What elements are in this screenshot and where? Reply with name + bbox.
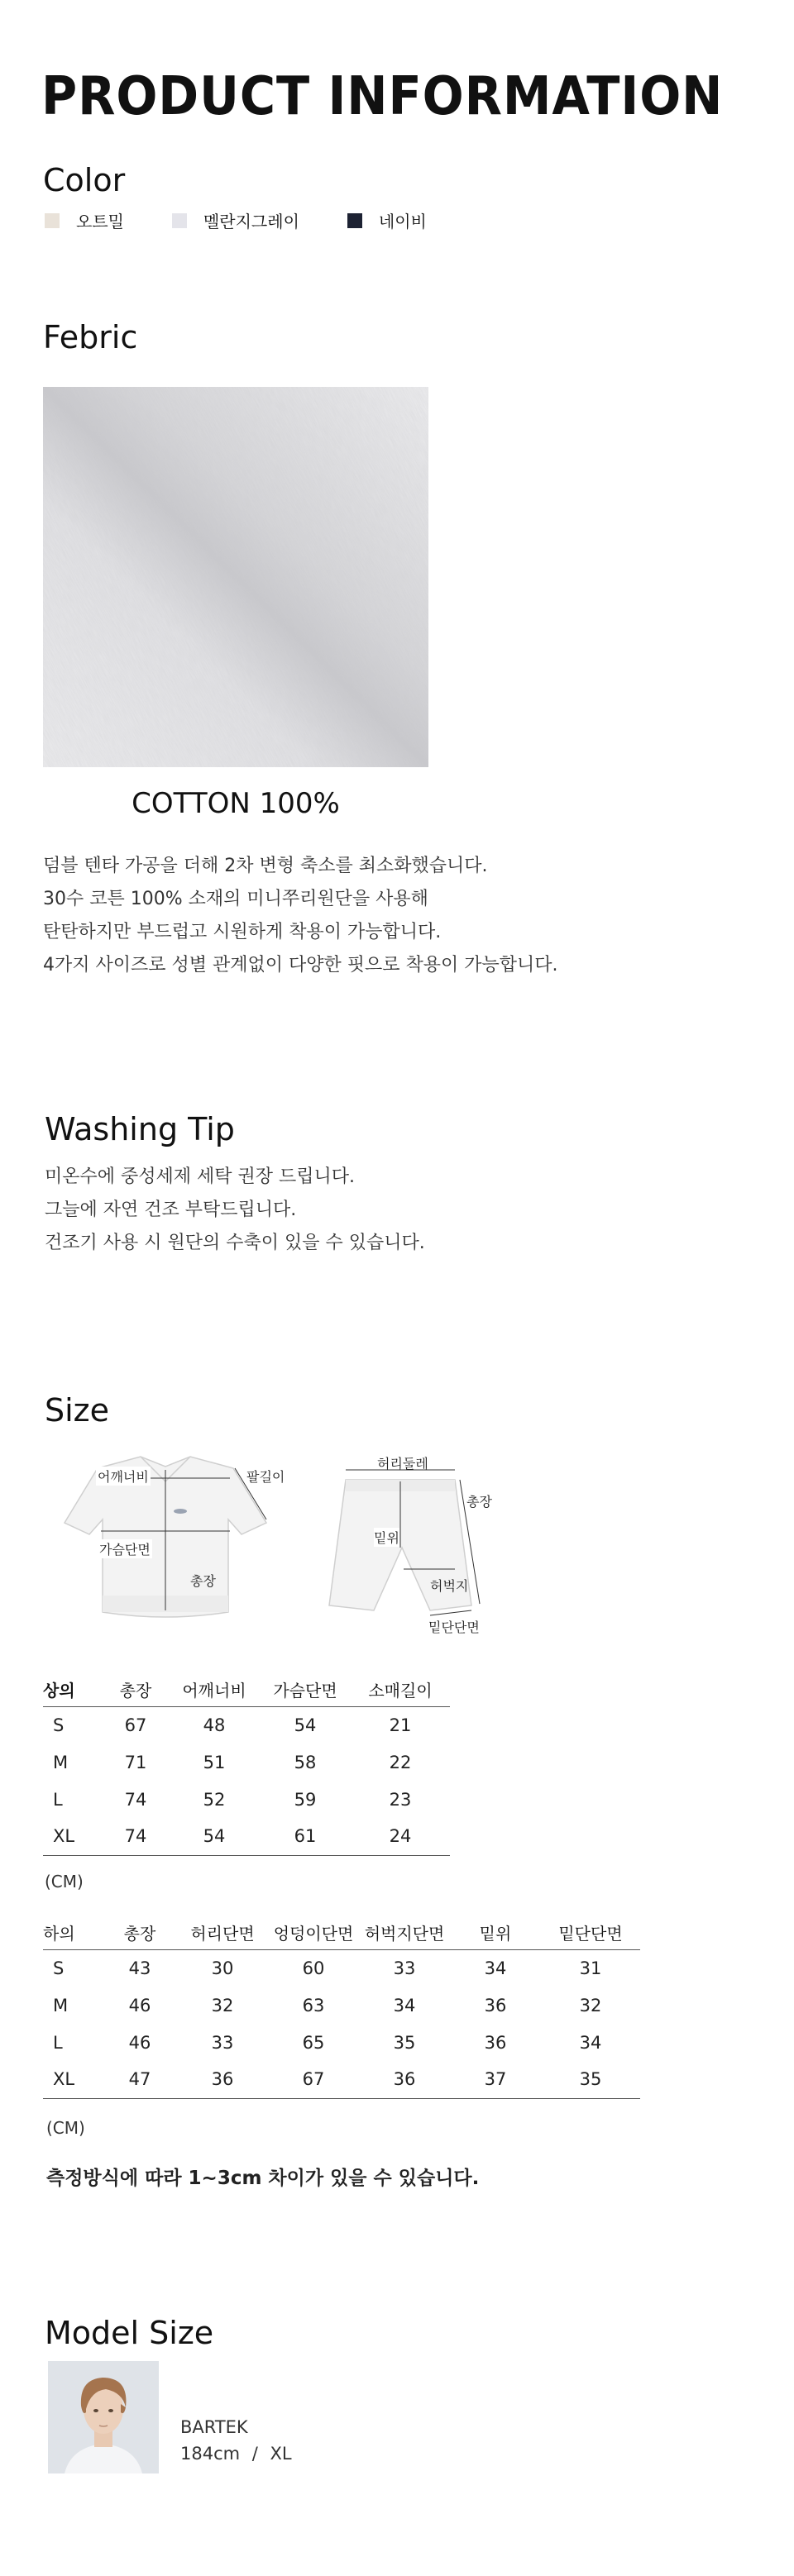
table-header: 하의 xyxy=(43,1916,103,1949)
washing-description xyxy=(45,1161,425,1260)
table-header: 허벅지단면 xyxy=(359,1916,450,1949)
table-cell: 22 xyxy=(389,1752,412,1772)
table-cell: 23 xyxy=(389,1789,412,1810)
table-cell: 21 xyxy=(389,1715,412,1735)
table-cell: 60 xyxy=(302,1958,325,1978)
table-cell: 31 xyxy=(579,1958,602,1978)
model-separator: / xyxy=(251,2444,258,2464)
table-cell: 48 xyxy=(203,1715,226,1735)
swatch-label: 네이비 xyxy=(378,212,427,231)
table-cell: 46 xyxy=(128,2032,151,2053)
table-cell: L xyxy=(53,2032,63,2053)
label-bottom-length: 총장 xyxy=(466,1494,492,1510)
table-cell: 58 xyxy=(294,1752,317,1772)
table-cell: 32 xyxy=(211,1995,234,2015)
table-header: 총장 xyxy=(103,1916,177,1949)
table-cell: M xyxy=(53,1752,69,1772)
fabric-line: 덤블 텐타 가공을 더해 2차 변형 축소를 최소화했습니다. xyxy=(43,856,488,876)
table-row xyxy=(43,1706,450,1744)
color-section-title: Color xyxy=(43,162,126,198)
table-cell: 74 xyxy=(124,1789,147,1810)
fabric-description xyxy=(43,850,558,982)
table-cell: 37 xyxy=(450,2061,541,2098)
table-header: 밑위 xyxy=(450,1916,541,1949)
table-cell: 36 xyxy=(177,2061,268,2098)
top-size-diagram xyxy=(50,1448,298,1639)
table-cell: 24 xyxy=(351,1818,450,1855)
model-photo xyxy=(48,2361,159,2473)
measurement-note: 측정방식에 따라 1~3cm 차이가 있을 수 있습니다. xyxy=(46,2168,480,2189)
table-cell: 35 xyxy=(393,2032,416,2053)
table-cell: 32 xyxy=(579,1995,602,2015)
table-cell: 71 xyxy=(124,1752,147,1772)
bottom-size-table xyxy=(43,1916,640,2099)
fabric-line: 탄탄하지만 부드럽고 시원하게 착용이 가능합니다. xyxy=(43,922,442,942)
table-cell: XL xyxy=(43,2061,103,2098)
table-header: 밑단단면 xyxy=(541,1916,640,1949)
table-header-row xyxy=(43,1916,640,1949)
table-header: 소매길이 xyxy=(351,1673,450,1706)
washing-line: 미온수에 중성세제 세탁 권장 드립니다. xyxy=(45,1166,355,1187)
table-cell: 43 xyxy=(128,1958,151,1978)
swatch-navy xyxy=(347,213,362,228)
label-sleeve: 팔길이 xyxy=(246,1469,285,1485)
fabric-line: 30수 코튼 100% 소재의 미니쭈리원단을 사용해 xyxy=(43,889,428,909)
table-header-row xyxy=(43,1673,450,1706)
model-height: 184cm xyxy=(180,2444,241,2464)
size-section-title: Size xyxy=(45,1392,110,1429)
washing-line: 건조기 사용 시 원단의 수축이 있을 수 있습니다. xyxy=(45,1233,425,1253)
table-row xyxy=(43,1744,450,1781)
label-shoulder: 어깨너비 xyxy=(96,1467,151,1486)
table-cell: 33 xyxy=(211,2032,234,2053)
table-header: 허리단면 xyxy=(177,1916,268,1949)
swatch-label: 오트밀 xyxy=(76,212,124,231)
table-cell: 34 xyxy=(484,1958,507,1978)
table-cell: 54 xyxy=(169,1818,260,1855)
label-thigh: 허벅지 xyxy=(430,1578,469,1594)
table-cell: M xyxy=(53,1995,69,2015)
table-cell: 51 xyxy=(203,1752,226,1772)
label-rise: 밑위 xyxy=(374,1528,399,1547)
model-size: XL xyxy=(270,2444,292,2464)
model-name: BARTEK xyxy=(180,2417,248,2437)
table-cell: L xyxy=(53,1789,63,1810)
swatch-oatmeal xyxy=(45,213,60,228)
table-cell: 67 xyxy=(268,2061,359,2098)
table-cell: 35 xyxy=(541,2061,640,2098)
table-cell: 47 xyxy=(103,2061,177,2098)
table-cell: S xyxy=(53,1958,65,1978)
top-size-table xyxy=(43,1673,450,1856)
fabric-section-title: Febric xyxy=(43,319,138,355)
table-row xyxy=(43,1818,450,1855)
table-cell: XL xyxy=(43,1818,103,1855)
label-chest: 가슴단면 xyxy=(98,1539,152,1558)
color-swatch-list xyxy=(45,208,475,232)
table-row xyxy=(43,1949,640,1987)
model-measurements xyxy=(180,2444,292,2464)
table-cell: 33 xyxy=(393,1958,416,1978)
page-title: PRODUCT INFORMATION xyxy=(41,66,724,127)
label-top-length: 총장 xyxy=(190,1573,216,1589)
table-cell: 67 xyxy=(124,1715,147,1735)
table-cell: 36 xyxy=(484,1995,507,2015)
table-cell: 34 xyxy=(393,1995,416,2015)
table-cell: 30 xyxy=(211,1958,234,1978)
fabric-texture-image xyxy=(43,387,428,767)
top-table-unit: (CM) xyxy=(45,1872,84,1891)
table-cell: 52 xyxy=(203,1789,226,1810)
table-row xyxy=(43,2024,640,2061)
washing-line: 그늘에 자연 건조 부탁드립니다. xyxy=(45,1200,297,1220)
table-cell: 46 xyxy=(128,1995,151,2015)
fabric-line: 4가지 사이즈로 성별 관계없이 다양한 핏으로 착용이 가능합니다. xyxy=(43,955,558,976)
table-row xyxy=(43,2061,640,2098)
table-cell: 61 xyxy=(260,1818,351,1855)
table-header: 엉덩이단면 xyxy=(268,1916,359,1949)
table-cell: 74 xyxy=(103,1818,169,1855)
table-row xyxy=(43,1987,640,2024)
table-cell: 59 xyxy=(294,1789,317,1810)
table-header: 가슴단면 xyxy=(260,1673,351,1706)
table-cell: S xyxy=(53,1715,65,1735)
table-header: 어깨너비 xyxy=(169,1673,260,1706)
shorts-illustration xyxy=(314,1457,505,1639)
table-cell: 54 xyxy=(294,1715,317,1735)
table-header: 상의 xyxy=(43,1673,103,1706)
label-waist: 허리둘레 xyxy=(377,1456,428,1472)
table-row xyxy=(43,1781,450,1818)
table-cell: 34 xyxy=(579,2032,602,2053)
model-section-title: Model Size xyxy=(45,2315,214,2351)
swatch-melange-gray xyxy=(172,213,187,228)
swatch-label: 멜란지그레이 xyxy=(203,212,299,231)
washing-section-title: Washing Tip xyxy=(45,1111,235,1147)
table-cell: 63 xyxy=(302,1995,325,2015)
table-cell: 65 xyxy=(302,2032,325,2053)
fabric-caption: COTTON 100% xyxy=(132,787,340,820)
bottom-size-diagram xyxy=(314,1457,505,1639)
label-hem: 밑단단면 xyxy=(428,1620,480,1635)
bottom-table-unit: (CM) xyxy=(46,2118,85,2138)
table-header: 총장 xyxy=(103,1673,169,1706)
table-cell: 36 xyxy=(484,2032,507,2053)
table-cell: 36 xyxy=(359,2061,450,2098)
